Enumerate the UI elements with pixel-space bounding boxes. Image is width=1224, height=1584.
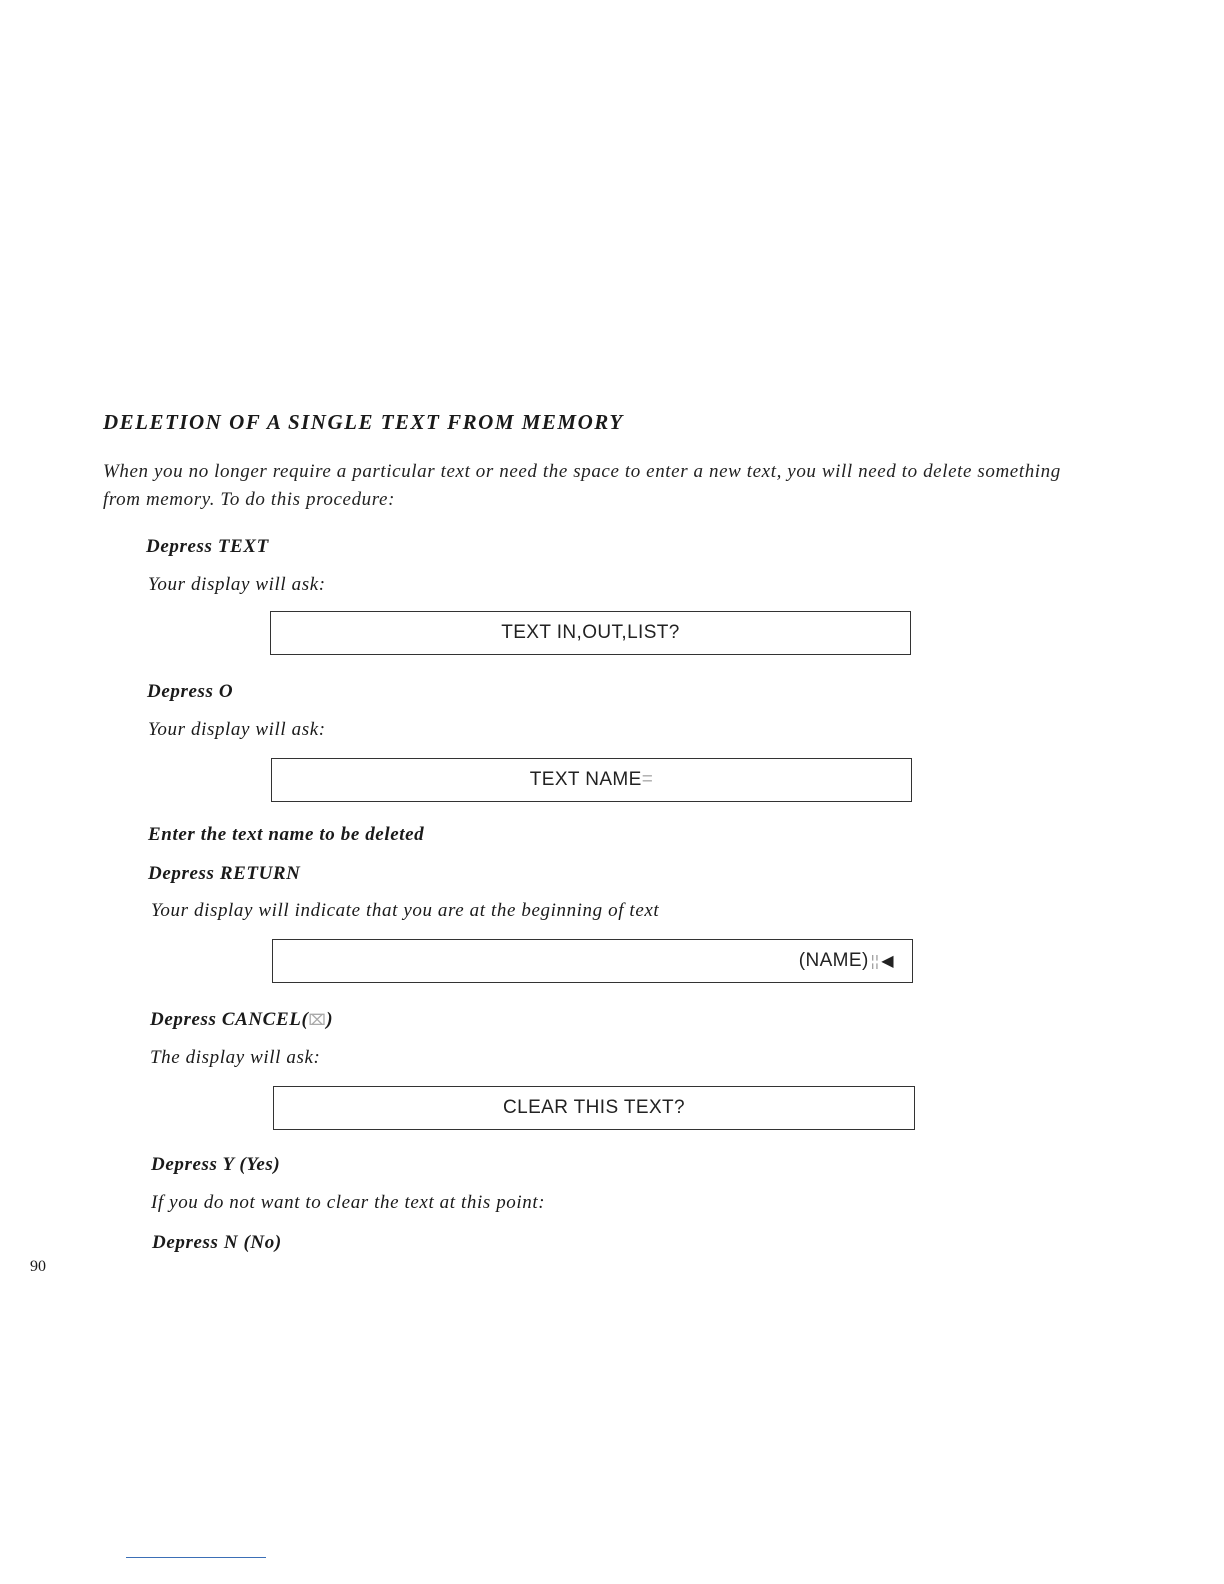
page-number: 90 <box>30 1258 46 1275</box>
display-text-name-equals: = <box>641 769 654 790</box>
footer-rule <box>126 1557 266 1558</box>
section-heading: DELETION OF A SINGLE TEXT FROM MEMORY <box>103 410 624 434</box>
intro-paragraph: When you no longer require a particular text or need the space to enter a new text, you will need to delete something from memory. To do this procedure: <box>103 461 1061 510</box>
display-clear-prompt <box>273 1086 915 1130</box>
display-name-cursor <box>272 939 913 983</box>
step-depress-o: Depress O <box>147 681 234 702</box>
display-text-menu-label: TEXT IN,OUT,LIST? <box>501 622 680 643</box>
step-depress-cancel-suffix: ) <box>326 1009 334 1030</box>
cursor-marks: ¦¦ <box>870 952 880 970</box>
step-depress-y: Depress Y (Yes) <box>151 1154 281 1175</box>
display-name-value: (NAME) <box>798 950 869 971</box>
step-enter-name: Enter the text name to be deleted <box>148 824 425 845</box>
display-text-menu <box>270 611 911 655</box>
step-depress-return: Depress RETURN <box>148 863 301 884</box>
step-depress-cancel-prefix: Depress CANCEL( <box>150 1009 309 1030</box>
cancel-key-icon: ⌧ <box>308 1011 327 1029</box>
step-if-not-clear: If you do not want to clear the text at this point: <box>151 1192 546 1213</box>
step-display-ask-3: The display will ask: <box>150 1047 321 1068</box>
step-display-ask-2: Your display will ask: <box>148 719 326 740</box>
display-text-name-label: TEXT NAME <box>529 769 642 790</box>
step-depress-n: Depress N (No) <box>152 1232 282 1253</box>
display-clear-prompt-label: CLEAR THIS TEXT? <box>502 1097 686 1118</box>
cursor-arrow-icon: ◀ <box>881 953 894 970</box>
step-display-ask-1: Your display will ask: <box>148 574 326 595</box>
display-text-name <box>271 758 912 802</box>
step-depress-cancel <box>150 1009 333 1031</box>
step-depress-text: Depress TEXT <box>146 536 269 557</box>
step-display-indicate: Your display will indicate that you are at the beginning of text <box>151 900 660 921</box>
